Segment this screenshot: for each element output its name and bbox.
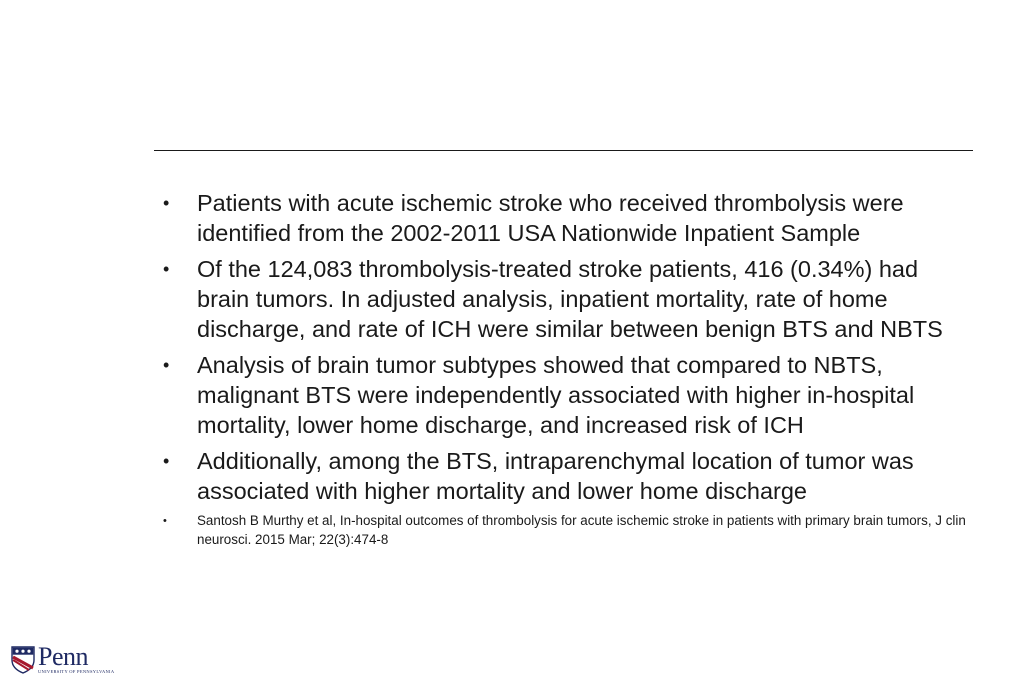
logo-wordmark [38,642,115,674]
bullet-text: Analysis of brain tumor subtypes showed that compared to NBTS, malignant BTS were independently associated with higher in-hospital mortality, lower home discharge, and increased risk of ICH [197,352,915,439]
bullet-item [160,254,970,345]
title-divider [154,150,973,151]
bullet-item [160,350,970,441]
citation-item [160,512,970,549]
bullet-text: Of the 124,083 thrombolysis-treated stroke patients, 416 (0.34%) had brain tumors. In adjusted analysis, inpatient mortality, rate of home discharge, and rate of ICH were similar between benign BTS and NBTS [197,255,943,343]
bullet-text: Patients with acute ischemic stroke who received thrombolysis were identified from the 2002-2011 USA Nationwide Inpatient Sample [197,190,904,247]
logo-name: Penn [38,642,88,671]
bullet-item [160,446,970,506]
bullet-glyph: • [163,515,167,528]
penn-logo [11,642,115,674]
bullet-glyph: • [163,258,170,279]
bullet-glyph: • [163,355,170,376]
bullet-glyph: • [163,193,170,213]
citation-text: Santosh B Murthy et al, In-hospital outcomes of thrombolysis for acute ischemic stroke in patients with primary brain tumors, J clin neurosci. 2015 Mar; 22(3):474-8 [197,513,966,547]
penn-shield-icon [11,646,35,674]
bullet-item [160,188,970,248]
bullet-glyph: • [163,451,170,472]
bullet-list [160,188,970,555]
bullet-text: Additionally, among the BTS, intraparenchymal location of tumor was associated with higher mortality and lower home discharge [197,448,914,505]
logo-subtitle: UNIVERSITY OF PENNSYLVANIA [38,669,115,674]
